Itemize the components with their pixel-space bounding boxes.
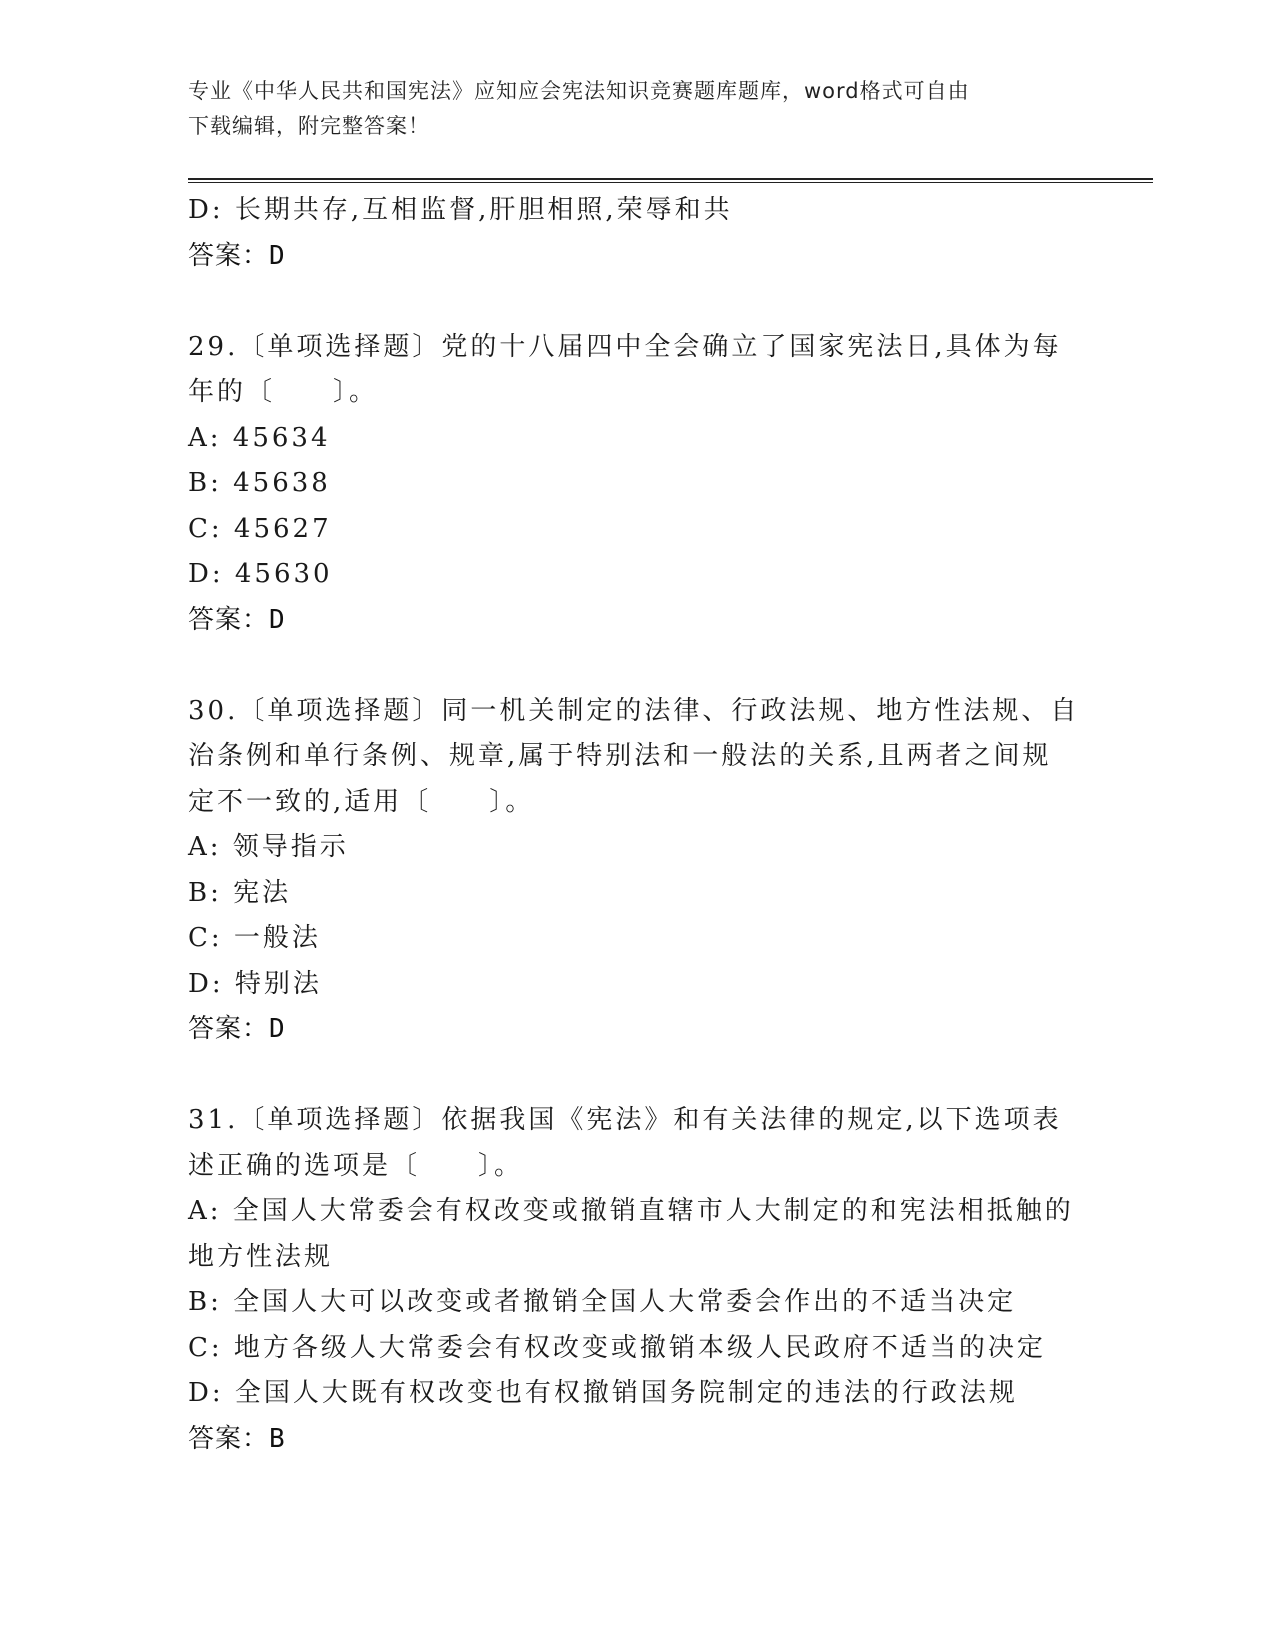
question-stem-line: 30.〔单项选择题〕同一机关制定的法律、行政法规、地方性法规、自 — [188, 695, 1080, 726]
option-d: D: 特别法 — [188, 968, 322, 999]
option-b: B: 全国人大可以改变或者撤销全国人大常委会作出的不适当决定 — [188, 1287, 1017, 1317]
answer-line — [188, 1007, 1088, 1053]
option-d: D: 长期共存,互相监督,肝胆相照,荣辱和共 — [188, 195, 733, 225]
question-stem-line: 31.〔单项选择题〕依据我国《宪法》和有关法律的规定,以下选项表 — [188, 1105, 1062, 1135]
question-stem-line: 定不一致的,适用〔 〕。 — [188, 786, 535, 817]
option-c: C: 地方各级人大常委会有权改变或撤销本级人民政府不适当的决定 — [188, 1332, 1046, 1363]
answer-line — [188, 234, 1088, 280]
answer-label: 答案： — [188, 604, 270, 635]
option-a: A: 全国人大常委会有权改变或撤销直辖市人大制定的和宪法相抵触的 — [188, 1196, 1074, 1226]
spacer — [188, 1053, 1088, 1099]
header-divider — [188, 178, 1153, 183]
answer-line — [188, 598, 1088, 644]
header-line-1: 专业《中华人民共和国宪法》应知应会宪法知识竞赛题库题库，word格式可自由 — [188, 79, 970, 103]
answer-value: D — [269, 1014, 286, 1044]
option-b: B: 宪法 — [188, 877, 292, 908]
answer-line — [188, 1417, 1088, 1463]
option-a: A: 领导指示 — [188, 832, 349, 862]
question-29 — [188, 325, 1088, 644]
option-c: C: 一般法 — [188, 923, 321, 953]
header-line-2: 下载编辑，附完整答案！ — [188, 114, 430, 138]
question-stem-line: 年的〔 〕。 — [188, 377, 379, 407]
question-stem-line: 29.〔单项选择题〕党的十八届四中全会确立了国家宪法日,具体为每 — [188, 331, 1062, 362]
option-b: B: 45638 — [188, 468, 331, 498]
question-30 — [188, 689, 1088, 1053]
answer-value: D — [269, 604, 286, 635]
spacer — [188, 643, 1088, 689]
option-d: D: 45630 — [188, 559, 333, 589]
question-stem-line: 治条例和单行条例、规章,属于特别法和一般法的关系,且两者之间规 — [188, 741, 1052, 771]
question-stem-line: 述正确的选项是〔 〕。 — [188, 1150, 524, 1181]
answer-label: 答案： — [188, 1423, 270, 1454]
answer-value: B — [269, 1423, 286, 1454]
answer-value: D — [269, 240, 286, 271]
option-c: C: 45627 — [188, 513, 332, 544]
question-list — [188, 188, 1088, 1462]
question-28-tail — [188, 188, 1088, 279]
question-31 — [188, 1098, 1088, 1462]
answer-label: 答案： — [188, 1014, 270, 1044]
option-a-continued: 地方性法规 — [188, 1241, 334, 1272]
option-d: D: 全国人大既有权改变也有权撤销国务院制定的违法的行政法规 — [188, 1378, 1018, 1408]
spacer — [188, 279, 1088, 325]
option-a: A: 45634 — [188, 422, 331, 453]
page-header — [188, 74, 1088, 144]
answer-label: 答案： — [188, 240, 270, 271]
